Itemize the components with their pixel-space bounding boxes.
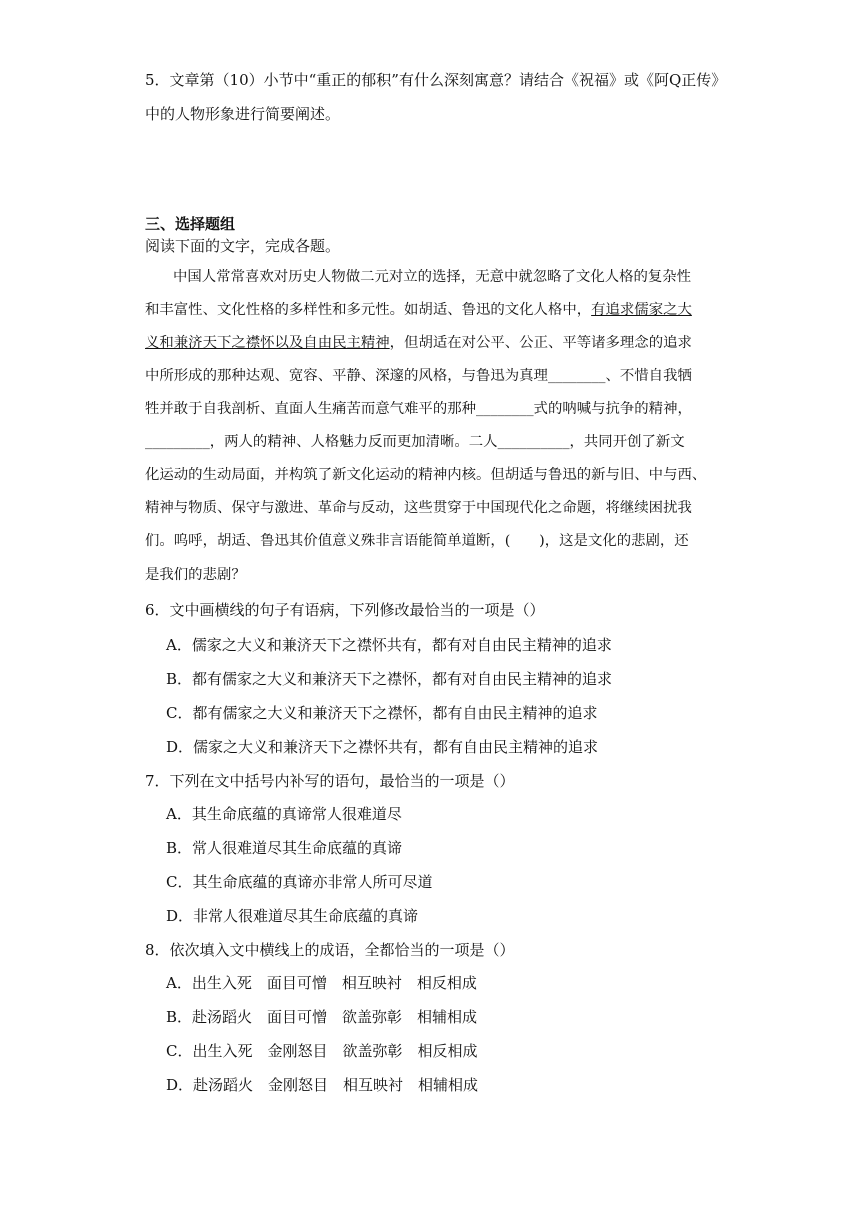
passage-line-7: 化运动的生动局面，并构筑了新文化运动的精神内核。但胡适与鲁迅的新与旧、中与西、 (145, 467, 707, 483)
question-5-line-2: 中的人物形象进行简要阐述。 (145, 105, 341, 123)
question-6-option-b: B．都有儒家之大义和兼济天下之襟怀，都有对自由民主精神的追求 (166, 670, 613, 688)
underlined-sentence-part-2: 义和兼济天下之襟怀以及自由民主精神 (145, 335, 390, 351)
passage-line-4: 中所形成的那种达观、宽容、平静、深邃的风格，与鲁迅为真理________、不惜自我牺 (145, 368, 692, 384)
passage-line-2 (145, 300, 717, 320)
question-7-option-a: A．其生命底蕴的真谛常人很难道尽 (166, 805, 402, 823)
question-6-option-c: C．都有儒家之大义和兼济天下之襟怀，都有自由民主精神的追求 (166, 704, 598, 722)
question-7-option-c: C．其生命底蕴的真谛亦非常人所可尽道 (166, 873, 433, 891)
section-heading: 三、选择题组 (145, 215, 236, 233)
question-6-option-a: A．儒家之大义和兼济天下之襟怀共有，都有对自由民主精神的追求 (166, 636, 612, 654)
passage-line-9: 们。呜呼，胡适、鲁迅其价值意义殊非言语能简单道断，( )，这是文化的悲剧，还 (145, 533, 689, 549)
question-7-option-d: D．非常人很难道尽其生命底蕴的真谛 (166, 907, 419, 925)
passage-line-2-text: 和丰富性、文化性格的多样性和多元性。如胡适、鲁迅的文化人格中， (145, 302, 592, 318)
question-8-option-c: C．出生入死 金刚怒目 欲盖弥彰 相反相成 (166, 1042, 478, 1060)
question-6-option-d: D．儒家之大义和兼济天下之襟怀共有，都有自由民主精神的追求 (166, 738, 599, 756)
question-6-stem: 6．文中画横线的句子有语病，下列修改最恰当的一项是（） (145, 601, 545, 619)
passage-line-6: _________，两人的精神、人格魅力反而更加清晰。二人__________，共同开创了新文 (145, 434, 685, 450)
passage-line-3 (145, 333, 717, 353)
passage-line-1: 中国人常常喜欢对历史人物做二元对立的选择，无意中就忽略了文化人格的复杂性 (173, 269, 692, 285)
passage-line-10: 是我们的悲剧？ (145, 567, 246, 583)
section-instructions: 阅读下面的文字，完成各题。 (145, 237, 341, 255)
underlined-sentence-part-1: 有追求儒家之大 (591, 302, 692, 318)
question-7-option-b: B．常人很难道尽其生命底蕴的真谛 (166, 839, 403, 857)
passage-line-5: 牲并敢于自我剖析、直面人生痛苦而意气难平的那种________式的呐喊与抗争的精神， (145, 401, 692, 417)
question-8-stem: 8．依次填入文中横线上的成语，全都恰当的一项是（） (145, 941, 515, 959)
question-7-stem: 7．下列在文中括号内补写的语句，最恰当的一项是（） (145, 772, 515, 790)
question-8-option-a: A．出生入死 面目可憎 相互映衬 相反相成 (166, 974, 477, 992)
passage-line-3-text: ，但胡适在对公平、公正、平等诸多理念的追求 (389, 335, 692, 351)
passage-line-8: 精神与物质、保守与激进、革命与反动，这些贯穿于中国现代化之命题，将继续困扰我 (145, 500, 692, 516)
question-8-option-d: D．赴汤蹈火 金刚怒目 相互映衬 相辅相成 (166, 1076, 479, 1094)
question-8-option-b: B．赴汤蹈火 面目可憎 欲盖弥彰 相辅相成 (166, 1008, 478, 1026)
question-5-line-1: 5．文章第（10）小节中“重正的郁积”有什么深刻寓意？请结合《祝福》或《阿Q正传》 (145, 71, 727, 89)
